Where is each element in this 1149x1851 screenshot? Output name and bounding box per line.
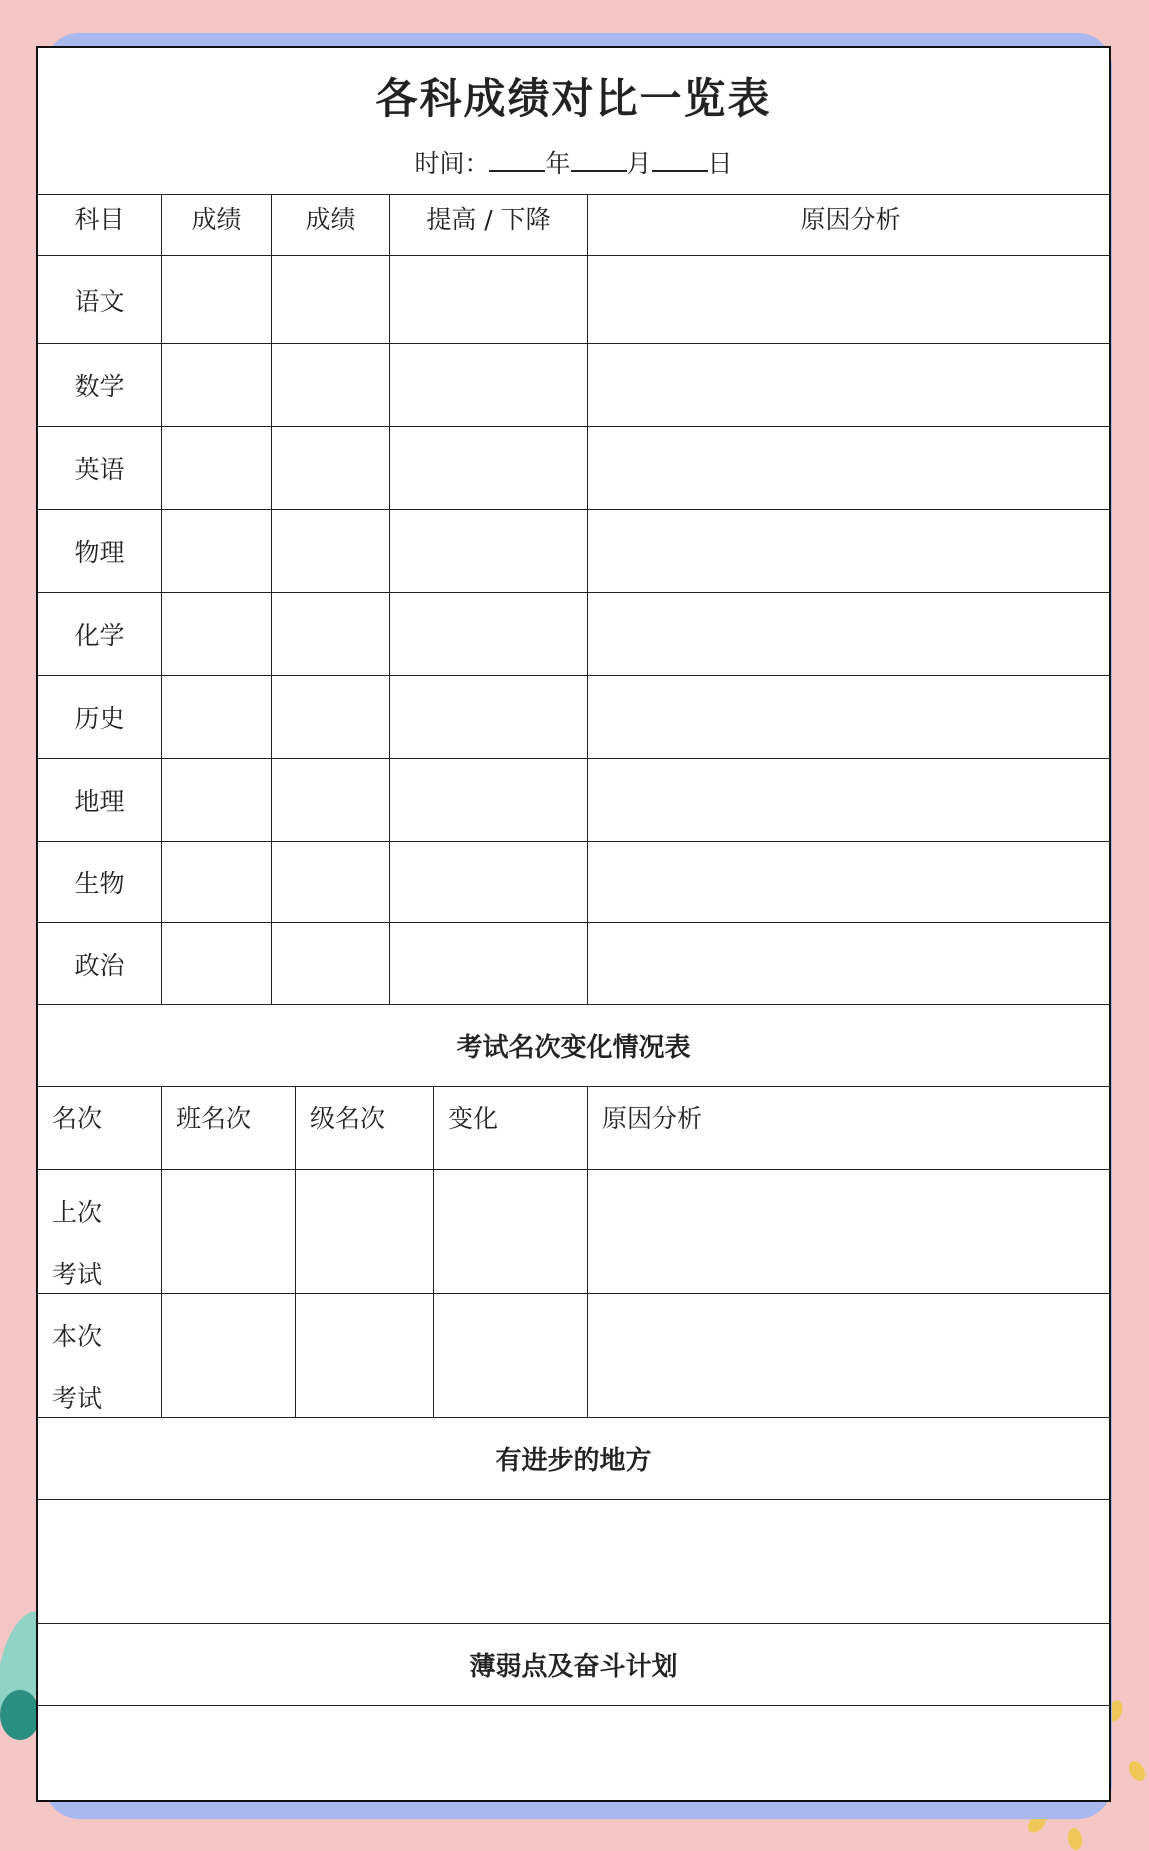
subject-cell: 化学: [38, 593, 162, 675]
header-grade-rank: 级名次: [296, 1087, 434, 1169]
score-cell[interactable]: [162, 676, 272, 758]
rank-table-header: [38, 1087, 1109, 1170]
header-reason: 原因分析: [800, 205, 901, 234]
date-line: 时间： 年 月 日: [414, 149, 733, 178]
class-rank-cell[interactable]: [162, 1294, 296, 1417]
header-rank-reason: 原因分析: [602, 1104, 703, 1133]
header-score-2: 成绩: [272, 194, 390, 255]
month-blank[interactable]: [571, 152, 627, 172]
rank-reason-cell[interactable]: [588, 1170, 1111, 1293]
progress-section-title: 有进步的地方: [38, 1418, 1109, 1500]
header-score-1: 成绩: [162, 194, 272, 255]
grade-rank-cell[interactable]: [296, 1294, 434, 1417]
class-rank-cell[interactable]: [162, 1170, 296, 1293]
score-cell[interactable]: [162, 923, 272, 1004]
progress-input-area[interactable]: [38, 1500, 1109, 1624]
grade-rank-cell[interactable]: [296, 1170, 434, 1293]
change-cell[interactable]: [390, 676, 588, 758]
score-cell[interactable]: [162, 842, 272, 922]
exam-label-cell: 本次 考试: [38, 1294, 162, 1417]
table-row: [38, 923, 1109, 1005]
decorative-dot: [1066, 1827, 1084, 1851]
subject-cell: 英语: [38, 427, 162, 509]
rank-change-cell[interactable]: [434, 1294, 588, 1417]
score-cell[interactable]: [162, 510, 272, 592]
reason-cell[interactable]: [588, 344, 1111, 426]
reason-cell[interactable]: [588, 676, 1111, 758]
reason-cell[interactable]: [588, 427, 1111, 509]
subject-cell: 物理: [38, 510, 162, 592]
change-cell[interactable]: [390, 842, 588, 922]
table-row: [38, 427, 1109, 510]
reason-cell[interactable]: [588, 510, 1111, 592]
page-title: 各科成绩对比一览表: [375, 74, 772, 123]
change-cell[interactable]: [390, 759, 588, 841]
table-row: [38, 510, 1109, 593]
weakness-section-title: 薄弱点及奋斗计划: [38, 1624, 1109, 1706]
table-row: [38, 344, 1109, 427]
score-cell[interactable]: [272, 842, 390, 922]
score-cell[interactable]: [162, 593, 272, 675]
weakness-input-area[interactable]: [38, 1706, 1109, 1802]
table-row: [38, 1170, 1109, 1294]
rank-section-title: 考试名次变化情况表: [38, 1005, 1109, 1087]
table-row: [38, 842, 1109, 923]
score-cell[interactable]: [162, 256, 272, 343]
score-cell[interactable]: [272, 510, 390, 592]
day-blank[interactable]: [652, 152, 708, 172]
header-rank: 名次: [38, 1087, 162, 1169]
score-cell[interactable]: [272, 759, 390, 841]
table-row: [38, 256, 1109, 344]
score-cell[interactable]: [272, 593, 390, 675]
reason-cell[interactable]: [588, 759, 1111, 841]
header-area: [38, 48, 1109, 195]
header-rank-change: 变化: [434, 1087, 588, 1169]
header-class-rank: 班名次: [162, 1087, 296, 1169]
reason-cell[interactable]: [588, 842, 1111, 922]
score-cell[interactable]: [162, 759, 272, 841]
header-change: 提高 / 下降: [390, 194, 588, 255]
table-row: [38, 593, 1109, 676]
rank-change-cell[interactable]: [434, 1170, 588, 1293]
subject-cell: 历史: [38, 676, 162, 758]
decorative-leaf: [0, 1690, 40, 1740]
table-row: [38, 676, 1109, 759]
change-cell[interactable]: [390, 923, 588, 1004]
reason-cell[interactable]: [588, 256, 1111, 343]
score-cell[interactable]: [272, 256, 390, 343]
change-cell[interactable]: [390, 593, 588, 675]
score-cell[interactable]: [272, 344, 390, 426]
table-row: [38, 1294, 1109, 1418]
subject-cell: 语文: [38, 256, 162, 343]
subject-cell: 地理: [38, 759, 162, 841]
score-cell[interactable]: [162, 344, 272, 426]
score-cell[interactable]: [272, 923, 390, 1004]
decorative-dot: [1125, 1758, 1148, 1784]
score-cell[interactable]: [162, 427, 272, 509]
change-cell[interactable]: [390, 256, 588, 343]
reason-cell[interactable]: [588, 593, 1111, 675]
score-cell[interactable]: [272, 427, 390, 509]
year-blank[interactable]: [489, 152, 545, 172]
score-cell[interactable]: [272, 676, 390, 758]
reason-cell[interactable]: [588, 923, 1111, 1004]
score-sheet: [36, 46, 1111, 1802]
change-cell[interactable]: [390, 510, 588, 592]
change-cell[interactable]: [390, 344, 588, 426]
table-row: [38, 759, 1109, 842]
header-subject: 科目: [38, 194, 162, 255]
score-table-header: [38, 194, 1109, 256]
subject-cell: 数学: [38, 344, 162, 426]
subject-cell: 政治: [38, 923, 162, 1004]
exam-label-cell: 上次 考试: [38, 1170, 162, 1293]
change-cell[interactable]: [390, 427, 588, 509]
rank-reason-cell[interactable]: [588, 1294, 1111, 1417]
subject-cell: 生物: [38, 842, 162, 922]
